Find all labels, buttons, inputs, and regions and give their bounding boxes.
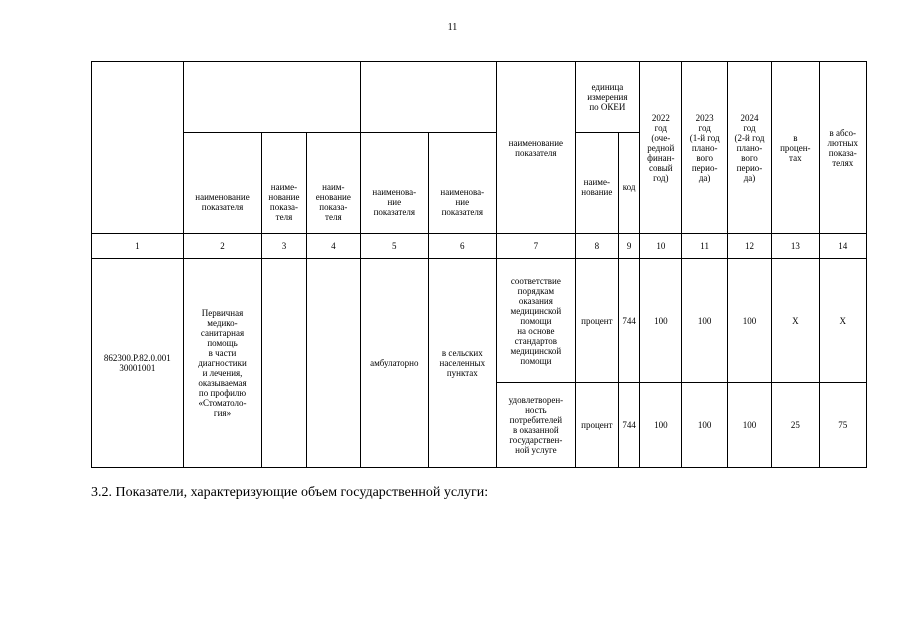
- header-year-2023: 2023 год (1-й год плано- вого перио- да): [682, 62, 727, 234]
- column-number: 9: [618, 234, 639, 259]
- column-number: 5: [361, 234, 429, 259]
- table-row: [92, 259, 867, 383]
- service-condition: амбулаторно: [361, 259, 429, 468]
- column-number: 4: [306, 234, 360, 259]
- column-number: 6: [428, 234, 497, 259]
- header-indicator-name: наименование показателя: [497, 62, 576, 234]
- page-number: 11: [447, 22, 458, 33]
- unit-code: 744: [618, 383, 639, 468]
- value-2024: 100: [727, 383, 771, 468]
- empty-cell-3: [262, 259, 306, 468]
- deviation-percent: X: [772, 259, 819, 383]
- column-number: 12: [727, 234, 771, 259]
- header-unit-name: наиме- нование: [575, 133, 618, 234]
- value-2022: 100: [640, 259, 682, 383]
- deviation-percent: 25: [772, 383, 819, 468]
- header-group-5-6: [361, 62, 497, 133]
- indicator-name: удовлетворен- ность потребителей в оказанной государствен- ной услуге: [497, 383, 576, 468]
- value-2023: 100: [682, 259, 727, 383]
- unit-code: 744: [618, 259, 639, 383]
- header-unit-code: код: [618, 133, 639, 234]
- header-unit-group: единица измерения по ОКЕИ: [575, 62, 640, 133]
- deviation-absolute: 75: [819, 383, 867, 468]
- header-col-5: наименова- ние показателя: [361, 133, 429, 234]
- column-numbers-row: [92, 234, 867, 259]
- column-number: 10: [640, 234, 682, 259]
- value-2024: 100: [727, 259, 771, 383]
- header-col-2: наименование показателя: [183, 133, 262, 234]
- header-year-2024: 2024 год (2-й год плано- вого перио- да): [727, 62, 771, 234]
- empty-cell-4: [306, 259, 360, 468]
- unit-name: процент: [575, 383, 618, 468]
- value-2023: 100: [682, 383, 727, 468]
- indicator-name: соответствие порядкам оказания медицинской помощи на основе стандартов медицинской помощи: [497, 259, 576, 383]
- column-number: 14: [819, 234, 867, 259]
- quality-indicators-table: [91, 61, 867, 468]
- value-2022: 100: [640, 383, 682, 468]
- header-year-2022: 2022 год (оче- редной финан- совый год): [640, 62, 682, 234]
- section-heading: 3.2. Показатели, характеризующие объем государственной услуги:: [91, 485, 489, 500]
- header-cell-1: [92, 62, 184, 234]
- service-name: Первичная медико- санитарная помощь в части диагностики и лечения, оказываемая по профилю «Стоматоло- гия»: [183, 259, 262, 468]
- column-number: 1: [92, 234, 184, 259]
- column-number: 7: [497, 234, 576, 259]
- column-number: 3: [262, 234, 306, 259]
- unit-name: процент: [575, 259, 618, 383]
- column-number: 2: [183, 234, 262, 259]
- registry-number: 862300.Р.82.0.001 30001001: [92, 259, 184, 468]
- header-dev-absolute: в абсо- лютных показа- телях: [819, 62, 867, 234]
- column-number: 11: [682, 234, 727, 259]
- header-col-6: наименова- ние показателя: [428, 133, 497, 234]
- header-col-4: наим- енование показа- теля: [306, 133, 360, 234]
- header-col-3: наиме- нование показа- теля: [262, 133, 306, 234]
- column-number: 8: [575, 234, 618, 259]
- deviation-absolute: X: [819, 259, 867, 383]
- column-number: 13: [772, 234, 819, 259]
- header-group-2-4: [183, 62, 360, 133]
- service-location: в сельских населенных пунктах: [428, 259, 497, 468]
- header-dev-percent: в процен- тах: [772, 62, 819, 234]
